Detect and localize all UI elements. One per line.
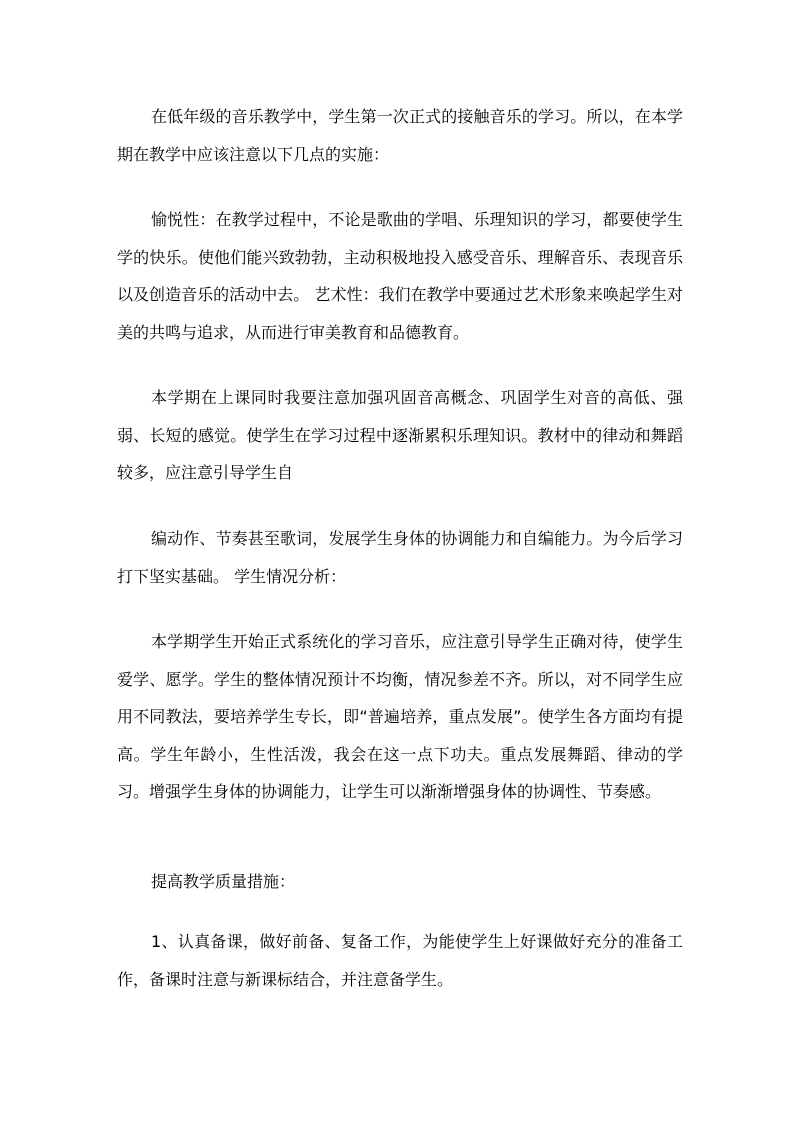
paragraph-measure-1: 1、认真备课，做好前备、复备工作，为能使学生上好课做好充分的准备工作，备课时注意与新课标结合，并注意备学生。 — [117, 932, 683, 989]
paragraph-student-analysis: 本学期学生开始正式系统化的学习音乐，应注意引导学生正确对待，使学生爱学、愿学。学生的整体情况预计不均衡，情况参差不齐。所以，对不同学生应用不同教法，要培养学生专长，即“普遍培养，重点发展”。使学生各方面均有提高。学生年龄小，生性活泼，我会在这一点下功夫。重点发展舞蹈、律动的学习。增强学生身体的协调能力，让学生可以渐渐增强身体的协调性、节奏感。 — [117, 632, 683, 801]
paragraph-measures-heading: 提高教学质量措施： — [151, 872, 296, 891]
paragraph-intro: 在低年级的音乐教学中，学生第一次正式的接触音乐的学习。所以，在本学期在教学中应该注意以下几点的实施： — [117, 107, 683, 164]
paragraph-self-choreography: 编动作、节奏甚至歌词，发展学生身体的协调能力和自编能力。为今后学习打下坚实基础。 学生情况分析： — [117, 529, 683, 586]
paragraph-pitch-concepts: 本学期在上课同时我要注意加强巩固音高概念、巩固学生对音的高低、强弱、长短的感觉。使学生在学习过程中逐渐累积乐理知识。教材中的律动和舞蹈较多，应注意引导学生自 — [117, 388, 683, 482]
paragraph-enjoyment-artistry: 愉悦性：在教学过程中，不论是歌曲的学唱、乐理知识的学习，都要使学生学的快乐。使他们能兴致勃勃，主动积极地投入感受音乐、理解音乐、表现音乐以及创造音乐的活动中去。 艺术性：我们在教学中要通过艺术形象来唤起学生对美的共鸣与追求，从而进行审美教育和品德教育。 — [117, 210, 683, 342]
